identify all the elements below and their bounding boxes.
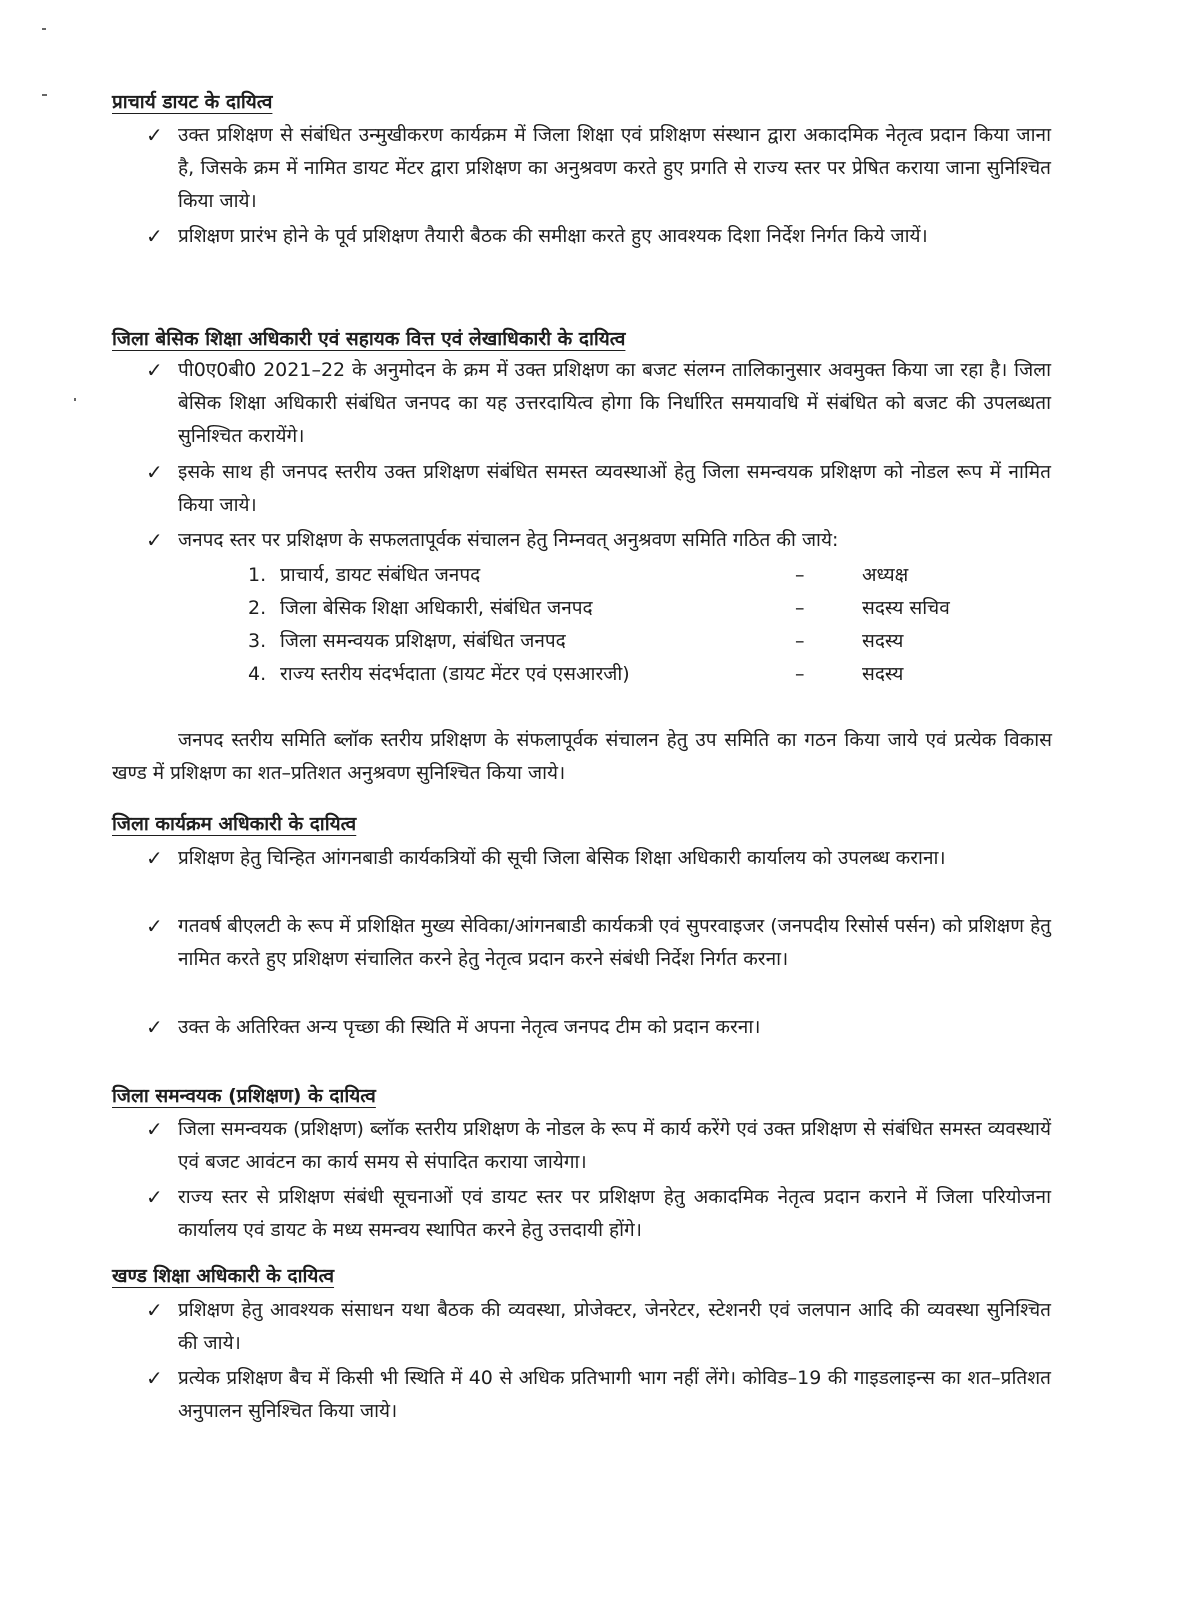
bullet-text: जनपद स्तर पर प्रशिक्षण के सफलतापूर्वक संचालन हेतु निम्नवत् अनुश्रवण समिति गठित की जाये: bbox=[178, 529, 839, 551]
scan-speck bbox=[42, 28, 46, 30]
bullet-text: उक्त प्रशिक्षण से संबंधित उन्मुखीकरण कार्यक्रम में जिला शिक्षा एवं प्रशिक्षण संस्थान द्वारा अकादमिक नेतृत्व प्रदान किया जाना है, जिसके क्रम में नामित डायट मेंटर द्वारा प्रशिक्षण का अनुश्रवण करते हुए प्रगति से राज्य स्तर पर प्रेषित कराया जाना सुनिश्चित किया जाये। bbox=[178, 124, 1051, 212]
check-mark-icon: ✓ bbox=[146, 914, 163, 938]
member-role: सदस्य bbox=[862, 630, 904, 652]
check-mark-icon: ✓ bbox=[146, 358, 163, 382]
member-number: 4. bbox=[248, 663, 267, 685]
check-mark-icon: ✓ bbox=[146, 1117, 163, 1141]
bullet-text: पी0ए0बी0 2021–22 के अनुमोदन के क्रम में उक्त प्रशिक्षण का बजट संलग्न तालिकानुसार अवमुक्त किया जा रहा है। जिला बेसिक शिक्षा अधिकारी संबंधित जनपद का यह उत्तरदायित्व होगा कि निर्धारित समयावधि में संबंधित को बजट की उपलब्धता सुनिश्चित करायेंगे। bbox=[178, 359, 1051, 447]
bullet-text: जिला समन्वयक (प्रशिक्षण) ब्लॉक स्तरीय प्रशिक्षण के नोडल के रूप में कार्य करेंगे एवं उक्त प्रशिक्षण से संबंधित समस्त व्यवस्थायें एवं बजट आवंटन का कार्य समय से संपादित कराया जायेगा। bbox=[178, 1118, 1051, 1173]
scan-speck bbox=[74, 398, 76, 401]
section-heading-principal-diet: प्राचार्य डायट के दायित्व bbox=[112, 91, 273, 113]
member-name: जिला बेसिक शिक्षा अधिकारी, संबंधित जनपद bbox=[280, 597, 593, 619]
bullet-text: प्रत्येक प्रशिक्षण बैच में किसी भी स्थिति में 40 से अधिक प्रतिभागी भाग नहीं लेंगे। कोविड–19 की गाइडलाइन्स का शत–प्रतिशत अनुपालन सुनिश्चित किया जाये। bbox=[178, 1367, 1051, 1422]
bullet-text: गतवर्ष बीएलटी के रूप में प्रशिक्षित मुख्य सेविका/आंगनबाडी कार्यकत्री एवं सुपरवाइजर (जनपदीय रिसोर्स पर्सन) को प्रशिक्षण हेतु नामित करते हुए प्रशिक्षण संचालित करने हेतु नेतृत्व प्रदान करने संबंधी निर्देश निर्गत करना। bbox=[178, 915, 1051, 970]
section-heading-block-education: खण्ड शिक्षा अधिकारी के दायित्व bbox=[112, 1265, 335, 1287]
check-mark-icon: ✓ bbox=[146, 1015, 163, 1039]
check-mark-icon: ✓ bbox=[146, 460, 163, 484]
member-dash: – bbox=[795, 663, 805, 685]
member-role: अध्यक्ष bbox=[862, 564, 909, 586]
section-heading-district-coordinator: जिला समन्वयक (प्रशिक्षण) के दायित्व bbox=[112, 1085, 376, 1107]
bullet-item bbox=[146, 456, 1051, 522]
committee-member-row bbox=[248, 559, 1008, 592]
bullet-item bbox=[146, 1181, 1051, 1247]
check-mark-icon: ✓ bbox=[146, 1366, 163, 1390]
committee-member-row bbox=[248, 592, 1008, 625]
bullet-item bbox=[146, 524, 1051, 557]
member-number: 1. bbox=[248, 564, 267, 586]
member-dash: – bbox=[795, 564, 805, 586]
bullet-item bbox=[146, 119, 1051, 218]
committee-member-row bbox=[248, 658, 1008, 691]
bullet-text: प्रशिक्षण हेतु आवश्यक संसाधन यथा बैठक की व्यवस्था, प्रोजेक्टर, जेनरेटर, स्टेशनरी एवं जलपान आदि की व्यवस्था सुनिश्चित की जाये। bbox=[178, 1299, 1051, 1354]
bullet-item bbox=[146, 1011, 1051, 1044]
section-heading-district-programme: जिला कार्यक्रम अधिकारी के दायित्व bbox=[112, 813, 357, 835]
member-number: 3. bbox=[248, 630, 267, 652]
committee-member-row bbox=[248, 625, 1008, 658]
member-dash: – bbox=[795, 597, 805, 619]
bullet-item bbox=[146, 1294, 1051, 1360]
bullet-item bbox=[146, 220, 1051, 253]
bullet-text: प्रशिक्षण हेतु चिन्हित आंगनबाडी कार्यकत्रियों की सूची जिला बेसिक शिक्षा अधिकारी कार्यालय को उपलब्ध कराना। bbox=[178, 847, 946, 869]
section-heading-bsa-finance: जिला बेसिक शिक्षा अधिकारी एवं सहायक वित्त एवं लेखाधिकारी के दायित्व bbox=[112, 328, 626, 350]
member-name: प्राचार्य, डायट संबंधित जनपद bbox=[280, 564, 481, 586]
bullet-text: प्रशिक्षण प्रारंभ होने के पूर्व प्रशिक्षण तैयारी बैठक की समीक्षा करते हुए आवश्यक दिशा निर्देश निर्गत किये जायें। bbox=[178, 225, 928, 247]
check-mark-icon: ✓ bbox=[146, 1185, 163, 1209]
member-name: जिला समन्वयक प्रशिक्षण, संबंधित जनपद bbox=[280, 630, 566, 652]
scan-speck bbox=[42, 94, 47, 96]
bullet-item bbox=[146, 354, 1051, 453]
check-mark-icon: ✓ bbox=[146, 224, 163, 248]
member-dash: – bbox=[795, 630, 805, 652]
bullet-item bbox=[146, 1362, 1051, 1428]
check-mark-icon: ✓ bbox=[146, 846, 163, 870]
member-number: 2. bbox=[248, 597, 267, 619]
bullet-text: उक्त के अतिरिक्त अन्य पृच्छा की स्थिति में अपना नेतृत्व जनपद टीम को प्रदान करना। bbox=[178, 1016, 761, 1038]
bullet-item bbox=[146, 1113, 1051, 1179]
member-name: राज्य स्तरीय संदर्भदाता (डायट मेंटर एवं एसआरजी) bbox=[280, 663, 630, 685]
check-mark-icon: ✓ bbox=[146, 528, 163, 552]
check-mark-icon: ✓ bbox=[146, 1298, 163, 1322]
check-mark-icon: ✓ bbox=[146, 123, 163, 147]
bullet-text: राज्य स्तर से प्रशिक्षण संबंधी सूचनाओं एवं डायट स्तर पर प्रशिक्षण हेतु अकादमिक नेतृत्व प्रदान कराने में जिला परियोजना कार्यालय एवं डायट के मध्य समन्वय स्थापित करने हेतु उत्तदायी होंगे। bbox=[178, 1186, 1051, 1241]
bullet-text: इसके साथ ही जनपद स्तरीय उक्त प्रशिक्षण संबंधित समस्त व्यवस्थाओं हेतु जिला समन्वयक प्रशिक्षण को नोडल रूप में नामित किया जाये। bbox=[178, 461, 1051, 516]
member-role: सदस्य सचिव bbox=[862, 597, 950, 619]
bullet-item bbox=[146, 910, 1051, 976]
committee-paragraph: जनपद स्तरीय समिति ब्लॉक स्तरीय प्रशिक्षण के संफलापूर्वक संचालन हेतु उप समिति का गठन किया जाये एवं प्रत्येक विकास खण्ड में प्रशिक्षण का शत–प्रतिशत अनुश्रवण सुनिश्चित किया जाये। bbox=[112, 729, 1052, 784]
bullet-item bbox=[146, 842, 1051, 875]
member-role: सदस्य bbox=[862, 663, 904, 685]
